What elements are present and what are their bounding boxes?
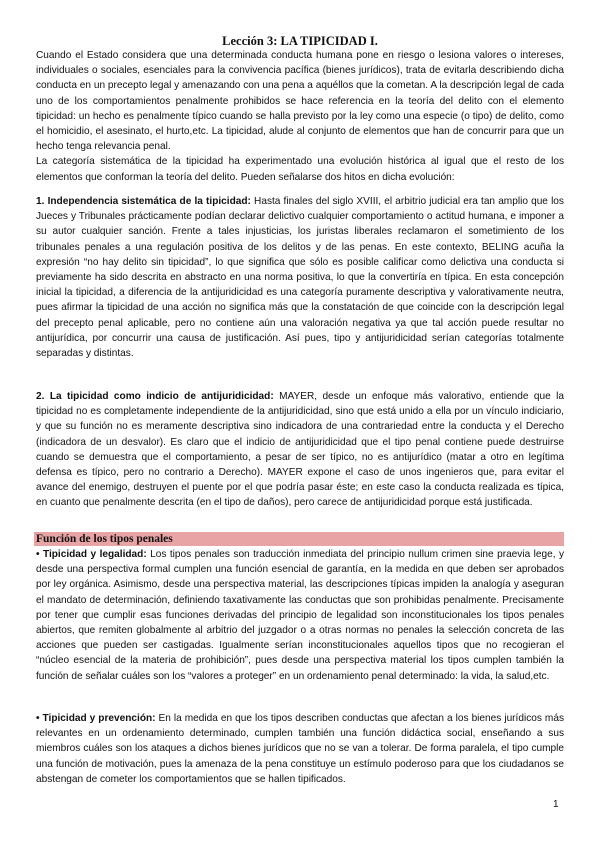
bullet-2-text: En la medida en que los tipos describen conductas que afectan a los bienes jurídicos más relevantes en un ordenamiento determinado, cumplen también una función didáctica social, enseñando a sus miembros cuáles son los ataques a dichos bienes jurídicos que no se van a tolerar. De forma paralela, el tipo cumple una función de motivación, pues la amenaza de la pena constituye un estímulo poderoso para que los ciudadanos se abstengan de cometer los comportamientos que se hallen tipificados. bbox=[36, 713, 564, 785]
bullet-1-paragraph bbox=[36, 547, 564, 684]
bullet-2-paragraph bbox=[36, 711, 564, 787]
section-heading-bar bbox=[34, 532, 564, 546]
section-heading: Función de los tipos penales bbox=[36, 533, 173, 545]
intro-section bbox=[36, 48, 564, 185]
point-2-heading: 2. La tipicidad como indicio de antijuridicidad: bbox=[36, 391, 274, 402]
point-1-text: Hasta finales del siglo XVIII, el arbitrio judicial era tan amplio que los Jueces y Tribunales prácticamente podían declarar delictivo cualquier comportamiento o actitud humana, e imponer a su autor cualquier sanción. Frente a tales injusticias, los juristas liberales reclamaron el sometimiento de los tribunales penales a una regulación positiva de los delitos y de las penas. En este contexto, BELING acuña la expresión “no hay delito sin tipicidad”, lo que significa que sólo es posible calificar como delictiva una conducta si previamente ha sido descrita en abstracto en una norma positiva, lo que la convertiría en típica. En esta concepción inicial la tipicidad, a diferencia de la antijuridicidad es una categoría puramente descriptiva y valorativamente neutra, pues afirmar la tipicidad de una acción no significa más que la constatación de que coincide con la descripción legal del precepto penal aplicable, pero no contiene aún una valoración negativa ya que tal acción puede resultar no antijurídica, por concurrir una causa de justificación. Así pues, tipo y antijuridicidad serían categorías totalmente separadas y distintas. bbox=[36, 196, 564, 360]
page-number: 1 bbox=[553, 799, 559, 810]
intro-paragraph-2: La categoría sistemática de la tipicidad ha experimentado una evolución histórica al igual que el resto de los elementos que conforman la teoría del delito. Pueden señalarse dos hitos en dicha evolución: bbox=[36, 156, 564, 183]
page-title: Lección 3: LA TIPICIDAD I. bbox=[222, 34, 378, 48]
point-2-paragraph bbox=[36, 389, 564, 511]
bullet-2-heading: • Tipicidad y prevención: bbox=[36, 713, 156, 724]
bullet-1-text: Los tipos penales son traducción inmediata del principio nullum crimen sine praevia lege, y desde una perspectiva formal cumplen una función esencial de garantía, en la medida en que deben ser aprobados por ley orgánica. Asimismo, desde una perspectiva material, las descripciones típicas impiden la analogía y aseguran el mandato de determinación, definiendo taxativamente las conductas que son prohibidas penalmente. Precisamente por tener que cumplir esas funciones derivadas del principio de legalidad son inconstitucionales los tipos penales abiertos, que remiten globalmente al arbitrio del juzgador o a otras normas no penales la selección concreta de las acciones que pueden ser castigadas. Igualmente serían inconstitucionales aquellos tipos que no recogieran el “núcleo esencial de la materia de prohibición”, pues desde una perspectiva material los tipos cumplen también la función de señalar cuáles son los “valores a proteger” en un ordenamiento penal determinado: la vida, la salud,etc. bbox=[36, 549, 565, 682]
intro-paragraph-1: Cuando el Estado considera que una determinada conducta humana pone en riesgo o lesiona valores o intereses, individuales o sociales, esenciales para la convivencia pacífica (bienes jurídicos), trata de evitarla describiendo dicha conducta en un precepto legal y amenazando con una pena a aquéllos que la cometan. A la descripción legal de cada uno de los comportamientos penalmente prohibidos se hace referencia en la teoría del delito con el elemento tipicidad: un hecho es penalmente típico cuando se halla previsto por la ley como una especie (o tipo) de delito, como el homicidio, el asesinato, el hurto,etc. La tipicidad, alude al conjunto de elementos que han de concurrir para que un hecho tenga relevancia penal. bbox=[36, 50, 564, 153]
bullet-1-heading: • Tipicidad y legalidad: bbox=[36, 549, 147, 560]
point-1-paragraph bbox=[36, 194, 564, 361]
point-1-heading: 1. Independencia sistemática de la tipicidad: bbox=[36, 196, 251, 207]
point-2-text: MAYER, desde un enfoque más valorativo, entiende que la tipicidad no es completamente independiente de la antijuridicidad, sino que está unido a ella por un vínculo indiciario, y que su función no es meramente descriptiva sino indicadora de una contrariedad entre la conducta y el Derecho (indicadora de un desvalor). Es claro que el indicio de antijuridicidad que el tipo penal contiene puede destruirse cuando se demuestra que el comportamiento, a pesar de ser típico, no es antijurídico (matar a otro en legítima defensa es típico, pero no contrario a Derecho). MAYER expone el caso de unos ingenieros que, para evitar el avance del enemigo, destruyen el puente por el que podría pasar éste; en este caso la conducta realizada es típica, en cuanto que penalmente descrita (en el tipo de daños), pero carece de antijuridicidad porque está justificada. bbox=[36, 391, 564, 509]
